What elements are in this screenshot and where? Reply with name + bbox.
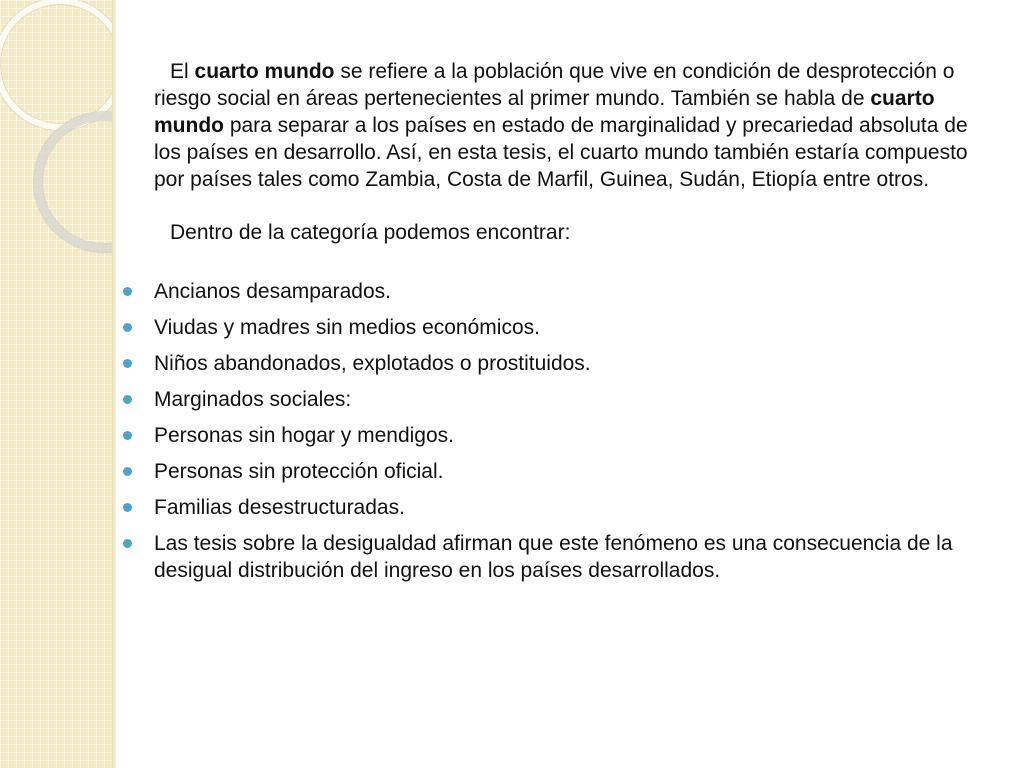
list-item-text: Personas sin protección oficial.: [154, 460, 444, 483]
list-item-text: Viudas y madres sin medios económicos.: [154, 316, 540, 339]
bullet-dot-icon: [123, 287, 132, 296]
decorative-ring-middle: [34, 112, 112, 252]
bullet-dot-icon: [123, 503, 132, 512]
side-strip-border: [112, 0, 116, 768]
bullet-dot-icon: [123, 467, 132, 476]
list-item-text: Las tesis sobre la desigualdad afirman que este fenómeno es una consecuencia de la desigual distribución del ingreso en los países desarrollados.: [154, 532, 953, 582]
list-item-text: Personas sin hogar y mendigos.: [154, 424, 454, 447]
decorative-ring-top: [0, 0, 112, 130]
list-item-text: Ancianos desamparados.: [154, 280, 391, 303]
category-bullet-list: [118, 278, 998, 584]
list-item-text: Marginados sociales:: [154, 388, 352, 411]
intro-text-3: para separar a los países en estado de marginalidad y precariedad absoluta de los países en desarrollo. Así, en esta tesis, el cuarto mundo también estaría compuesto por países tales como Zambia, Costa de Marfil, Guinea, Sudán, Etiopía entre otros.: [154, 114, 968, 191]
bullet-dot-icon: [123, 539, 132, 548]
list-item: [118, 422, 998, 449]
bullet-dot-icon: [123, 431, 132, 440]
decorative-side-strip: [0, 0, 112, 768]
list-item: [118, 314, 998, 341]
category-paragraph: Dentro de la categoría podemos encontrar:: [170, 221, 571, 244]
intro-paragraph: [154, 58, 998, 193]
intro-bold-term-2: cuarto mundo: [154, 87, 935, 137]
intro-text-1: El: [170, 60, 195, 83]
intro-text-2: se refiere a la población que vive en condición de desprotección o riesgo social en áreas pertenecientes al primer mundo. También se habla de: [154, 60, 955, 110]
intro-bold-term-1: cuarto mundo: [194, 60, 335, 83]
bullet-dot-icon: [123, 359, 132, 368]
bullet-dot-icon: [123, 395, 132, 404]
list-item: [118, 458, 998, 485]
list-item: [118, 530, 998, 584]
list-item: [118, 494, 998, 521]
bullet-dot-icon: [123, 323, 132, 332]
list-item: [118, 350, 998, 377]
list-item-text: Niños abandonados, explotados o prostituidos.: [154, 352, 591, 375]
slide-content: [118, 58, 998, 593]
list-item: [118, 386, 998, 413]
list-item-text: Familias desestructuradas.: [154, 496, 405, 519]
list-item: [118, 278, 998, 305]
